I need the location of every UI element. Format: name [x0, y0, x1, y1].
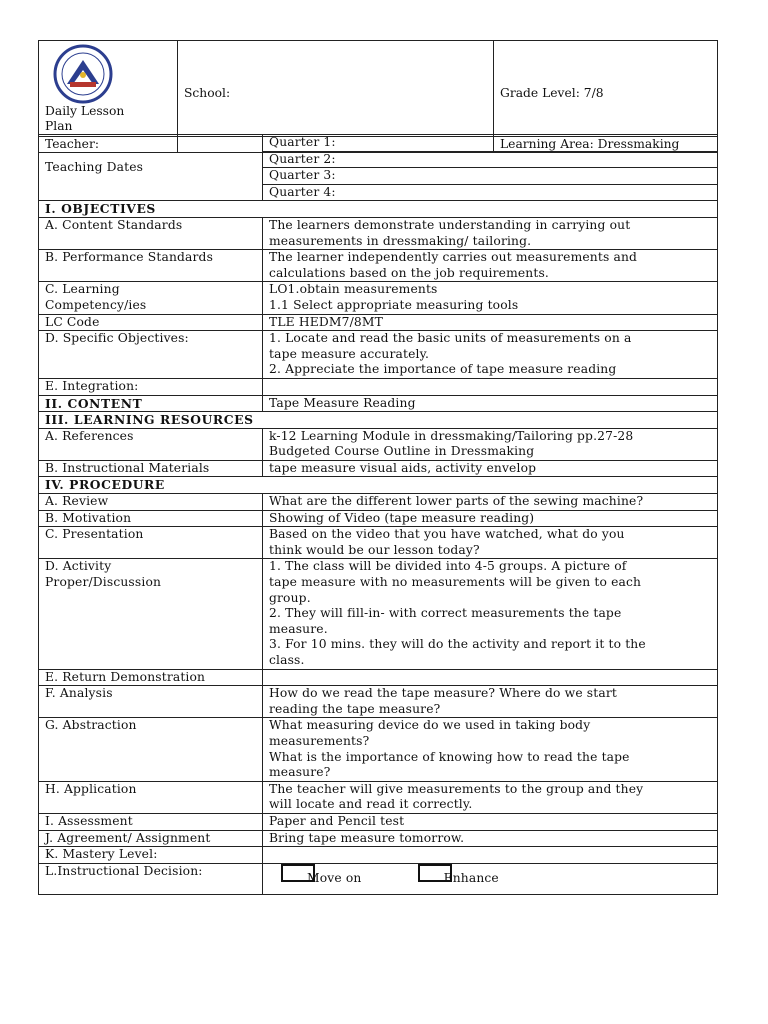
- activity-label-line: D. Activity: [45, 559, 112, 574]
- lesson-plan-table: [38, 134, 718, 895]
- activity-line: 2. They will fill-in- with correct measurements the tape: [269, 606, 622, 621]
- content-standards-label: A. Content Standards: [39, 217, 263, 249]
- content-heading: II. CONTENT: [39, 395, 263, 412]
- competency-label: [39, 282, 263, 314]
- activity-line: measure.: [269, 621, 328, 636]
- references-label: A. References: [39, 428, 263, 460]
- assessment-value: Paper and Pencil test: [263, 813, 718, 830]
- motivation-value: Showing of Video (tape measure reading): [263, 510, 718, 527]
- return-demo-value: [263, 669, 718, 686]
- performance-standards-line: The learner independently carries out measurements and: [269, 250, 638, 265]
- learning-area: Learning Area: Dressmaking: [494, 137, 718, 153]
- lc-code-label: LC Code: [39, 314, 263, 331]
- teacher-label: Teacher:: [39, 137, 178, 153]
- competency-label-line: Competency/ies: [45, 297, 147, 312]
- application-label: H. Application: [39, 781, 263, 813]
- school-label: School:: [184, 86, 231, 100]
- abstraction-line: What is the importance of knowing how to read the tape: [269, 749, 630, 764]
- materials-label: B. Instructional Materials: [39, 460, 263, 477]
- abstraction-line: measure?: [269, 765, 331, 780]
- enhance-label: Enhance: [443, 871, 499, 886]
- activity-label-line: Proper/Discussion: [45, 575, 162, 590]
- agreement-label: J. Agreement/ Assignment: [39, 830, 263, 847]
- agreement-value: Bring tape measure tomorrow.: [263, 830, 718, 847]
- quarter-1: Quarter 1:: [263, 135, 718, 152]
- title-cell: [39, 41, 178, 137]
- analysis-value: [263, 686, 718, 718]
- quarter-2: Quarter 2:: [263, 151, 718, 168]
- mastery-label: K. Mastery Level:: [39, 847, 263, 864]
- specific-objective-line: 2. Appreciate the importance of tape measure reading: [269, 362, 617, 377]
- move-on-label: Move on: [307, 871, 362, 886]
- motivation-label: B. Motivation: [39, 510, 263, 527]
- assessment-label: I. Assessment: [39, 813, 263, 830]
- title-line-2: Plan: [45, 119, 73, 133]
- activity-line: tape measure with no measurements will be given to each: [269, 575, 642, 590]
- school-cell: [178, 41, 494, 137]
- title-line-1: Daily Lesson: [45, 104, 125, 118]
- review-value: What are the different lower parts of the sewing machine?: [263, 494, 718, 511]
- references-value: [263, 428, 718, 460]
- competency-value: [263, 282, 718, 314]
- decision-option-move-on[interactable]: [281, 864, 370, 886]
- mastery-value: [263, 847, 718, 864]
- resources-heading: III. LEARNING RESOURCES: [39, 412, 718, 429]
- objectives-heading: I. OBJECTIVES: [39, 201, 718, 218]
- application-line: The teacher will give measurements to the group and they: [269, 781, 644, 796]
- integration-value: [263, 378, 718, 395]
- activity-value: [263, 559, 718, 669]
- competency-label-line: C. Learning: [45, 282, 120, 297]
- activity-line: class.: [269, 653, 305, 667]
- decision-value: [263, 863, 718, 894]
- performance-standards-value: [263, 250, 718, 282]
- content-value: Tape Measure Reading: [263, 395, 718, 412]
- quarter-4: Quarter 4:: [263, 184, 718, 201]
- teaching-dates-text: Teaching Dates: [45, 159, 144, 174]
- abstraction-line: measurements?: [269, 733, 370, 748]
- presentation-value: [263, 527, 718, 559]
- return-demo-label: E. Return Demonstration: [39, 669, 263, 686]
- analysis-line: reading the tape measure?: [269, 701, 441, 716]
- grade-level-cell: [494, 41, 718, 137]
- analysis-label: F. Analysis: [39, 686, 263, 718]
- presentation-line: Based on the video that you have watched, what do you: [269, 527, 625, 542]
- performance-standards-label: B. Performance Standards: [39, 250, 263, 282]
- abstraction-line: What measuring device do we used in taking body: [269, 718, 591, 733]
- activity-line: 1. The class will be divided into 4-5 groups. A picture of: [269, 559, 627, 574]
- review-label: A. Review: [39, 494, 263, 511]
- content-standards-line: The learners demonstrate understanding in carrying out: [269, 217, 631, 232]
- performance-standards-line: calculations based on the job requirements.: [269, 265, 549, 280]
- decision-option-enhance[interactable]: [418, 864, 507, 886]
- lc-code-value: TLE HEDM7/8MT: [263, 314, 718, 331]
- activity-label: [39, 559, 263, 669]
- competency-line: 1.1 Select appropriate measuring tools: [269, 297, 519, 312]
- specific-objective-line: tape measure accurately.: [269, 346, 430, 361]
- deped-seal-icon: [53, 44, 113, 104]
- abstraction-value: [263, 718, 718, 781]
- competency-line: LO1.obtain measurements: [269, 282, 438, 297]
- decision-label: L.Instructional Decision:: [39, 863, 263, 894]
- activity-line: 3. For 10 mins. they will do the activity and report it to the: [269, 637, 646, 652]
- presentation-line: think would be our lesson today?: [269, 542, 480, 557]
- application-line: will locate and read it correctly.: [269, 797, 473, 812]
- application-value: [263, 781, 718, 813]
- quarter-3: Quarter 3:: [263, 168, 718, 185]
- references-line: Budgeted Course Outline in Dressmaking: [269, 444, 535, 459]
- abstraction-label: G. Abstraction: [39, 718, 263, 781]
- references-line: k-12 Learning Module in dressmaking/Tailoring pp.27-28: [269, 428, 634, 443]
- activity-line: group.: [269, 590, 311, 605]
- grade-level: Grade Level: 7/8: [500, 86, 604, 100]
- specific-objectives-value: [263, 331, 718, 379]
- analysis-line: How do we read the tape measure? Where do we start: [269, 686, 617, 701]
- specific-objectives-label: D. Specific Objectives:: [39, 331, 263, 379]
- content-standards-value: [263, 217, 718, 249]
- presentation-label: C. Presentation: [39, 527, 263, 559]
- specific-objective-line: 1. Locate and read the basic units of measurements on a: [269, 331, 632, 346]
- materials-value: tape measure visual aids, activity envelop: [263, 460, 718, 477]
- integration-label: E. Integration:: [39, 378, 263, 395]
- content-standards-line: measurements in dressmaking/ tailoring.: [269, 233, 532, 248]
- teaching-dates-label: [39, 135, 263, 201]
- procedure-heading: IV. PROCEDURE: [39, 477, 718, 494]
